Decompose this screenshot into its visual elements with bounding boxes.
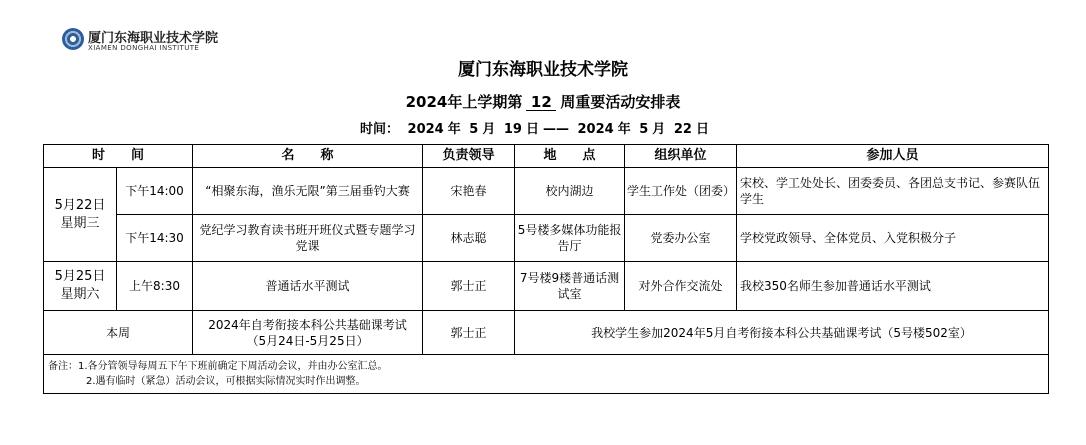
week-event-leader: 郭士正	[423, 311, 515, 355]
week-label: 本周	[44, 311, 193, 355]
time-range	[360, 122, 713, 138]
end-year-unit: 年	[617, 122, 631, 137]
header-name: 名 称	[193, 145, 423, 168]
subtitle-suffix: 周重要活动安排表	[560, 93, 681, 111]
event-place: 校内湖边	[515, 168, 625, 215]
header-org: 组织单位	[625, 145, 737, 168]
date-cell	[44, 168, 117, 262]
header-participants: 参加人员	[737, 145, 1049, 168]
page-title: 厦门东海职业技术学院	[458, 60, 628, 80]
end-year: 2024	[577, 122, 614, 137]
event-org: 对外合作交流处	[625, 262, 737, 311]
note-line-1: 备注：1.各分管领导每周五下午下班前确定下周活动会议，并由办公室汇总。	[48, 361, 388, 372]
subtitle-prefix: 2024年上学期第	[405, 93, 523, 111]
notes-cell	[44, 355, 1049, 394]
event-org: 学生工作处（团委）	[625, 168, 737, 215]
table-header-row	[44, 145, 1049, 168]
date-weekday: 星期三	[60, 215, 100, 231]
header-leader: 负责领导	[423, 145, 515, 168]
event-place: 7号楼9楼普通话测试室	[515, 262, 625, 311]
table-row	[44, 262, 1049, 311]
table-row	[44, 311, 1049, 355]
schedule-table	[43, 144, 1049, 394]
end-day: 22	[673, 122, 692, 137]
event-place: 5号楼多媒体功能报告厅	[515, 215, 625, 262]
start-month-unit: 月	[482, 122, 496, 137]
week-event-name-line1: 2024年自考衔接本科公共基础课考试	[208, 317, 407, 332]
end-day-unit: 日	[695, 122, 709, 137]
event-participants: 我校350名师生参加普通话水平测试	[737, 262, 1049, 311]
date-day: 5月22日	[54, 197, 106, 213]
end-month-unit: 月	[652, 122, 666, 137]
start-day: 19	[503, 122, 522, 137]
event-participants: 学校党政领导、全体党员、入党积极分子	[737, 215, 1049, 262]
end-month: 5	[639, 122, 649, 137]
event-participants: 宋校、学工处处长、团委委员、各团总支书记、参赛队伍学生	[737, 168, 1049, 215]
note-line-2: 2.遇有临时（紧急）活动会议，可根据实际情况实时作出调整。	[86, 376, 366, 387]
event-leader: 林志聪	[423, 215, 515, 262]
range-separator: ——	[542, 122, 569, 137]
schedule-subtitle	[0, 93, 1086, 111]
event-leader: 郭士正	[423, 262, 515, 311]
header-place: 地 点	[515, 145, 625, 168]
week-event-name-line2: （5月24日-5月25日）	[246, 333, 369, 348]
date-cell	[44, 262, 117, 311]
start-month: 5	[469, 122, 479, 137]
start-day-unit: 日	[525, 122, 539, 137]
event-time: 下午14:30	[117, 215, 193, 262]
event-name: “相聚东海，渔乐无限”第三届垂钓大赛	[193, 168, 423, 215]
start-year: 2024	[407, 122, 444, 137]
week-event-description: 我校学生参加2024年5月自考衔接本科公共基础课考试（5号楼502室）	[515, 311, 1049, 355]
header-time: 时 间	[44, 145, 193, 168]
event-time: 下午14:00	[117, 168, 193, 215]
week-event-name	[193, 311, 423, 355]
institute-logo	[62, 26, 222, 54]
table-row	[44, 168, 1049, 215]
event-name: 普通话水平测试	[193, 262, 423, 311]
start-year-unit: 年	[447, 122, 461, 137]
event-name: 党纪学习教育读书班开班仪式暨专题学习党课	[193, 215, 423, 262]
logo-name-cn: 厦门东海职业技术学院	[88, 31, 219, 46]
event-org: 党委办公室	[625, 215, 737, 262]
date-day: 5月25日	[54, 269, 106, 284]
date-weekday: 星期六	[60, 287, 100, 302]
notes-row	[44, 355, 1049, 394]
logo-name-en: XIAMEN DONGHAI INSTITUTE	[88, 44, 200, 52]
institute-emblem-icon	[62, 28, 84, 50]
time-range-label: 时间：	[360, 122, 400, 137]
event-leader: 宋艳春	[423, 168, 515, 215]
table-row	[44, 215, 1049, 262]
week-number: 12	[526, 94, 556, 111]
event-time: 上午8:30	[117, 262, 193, 311]
